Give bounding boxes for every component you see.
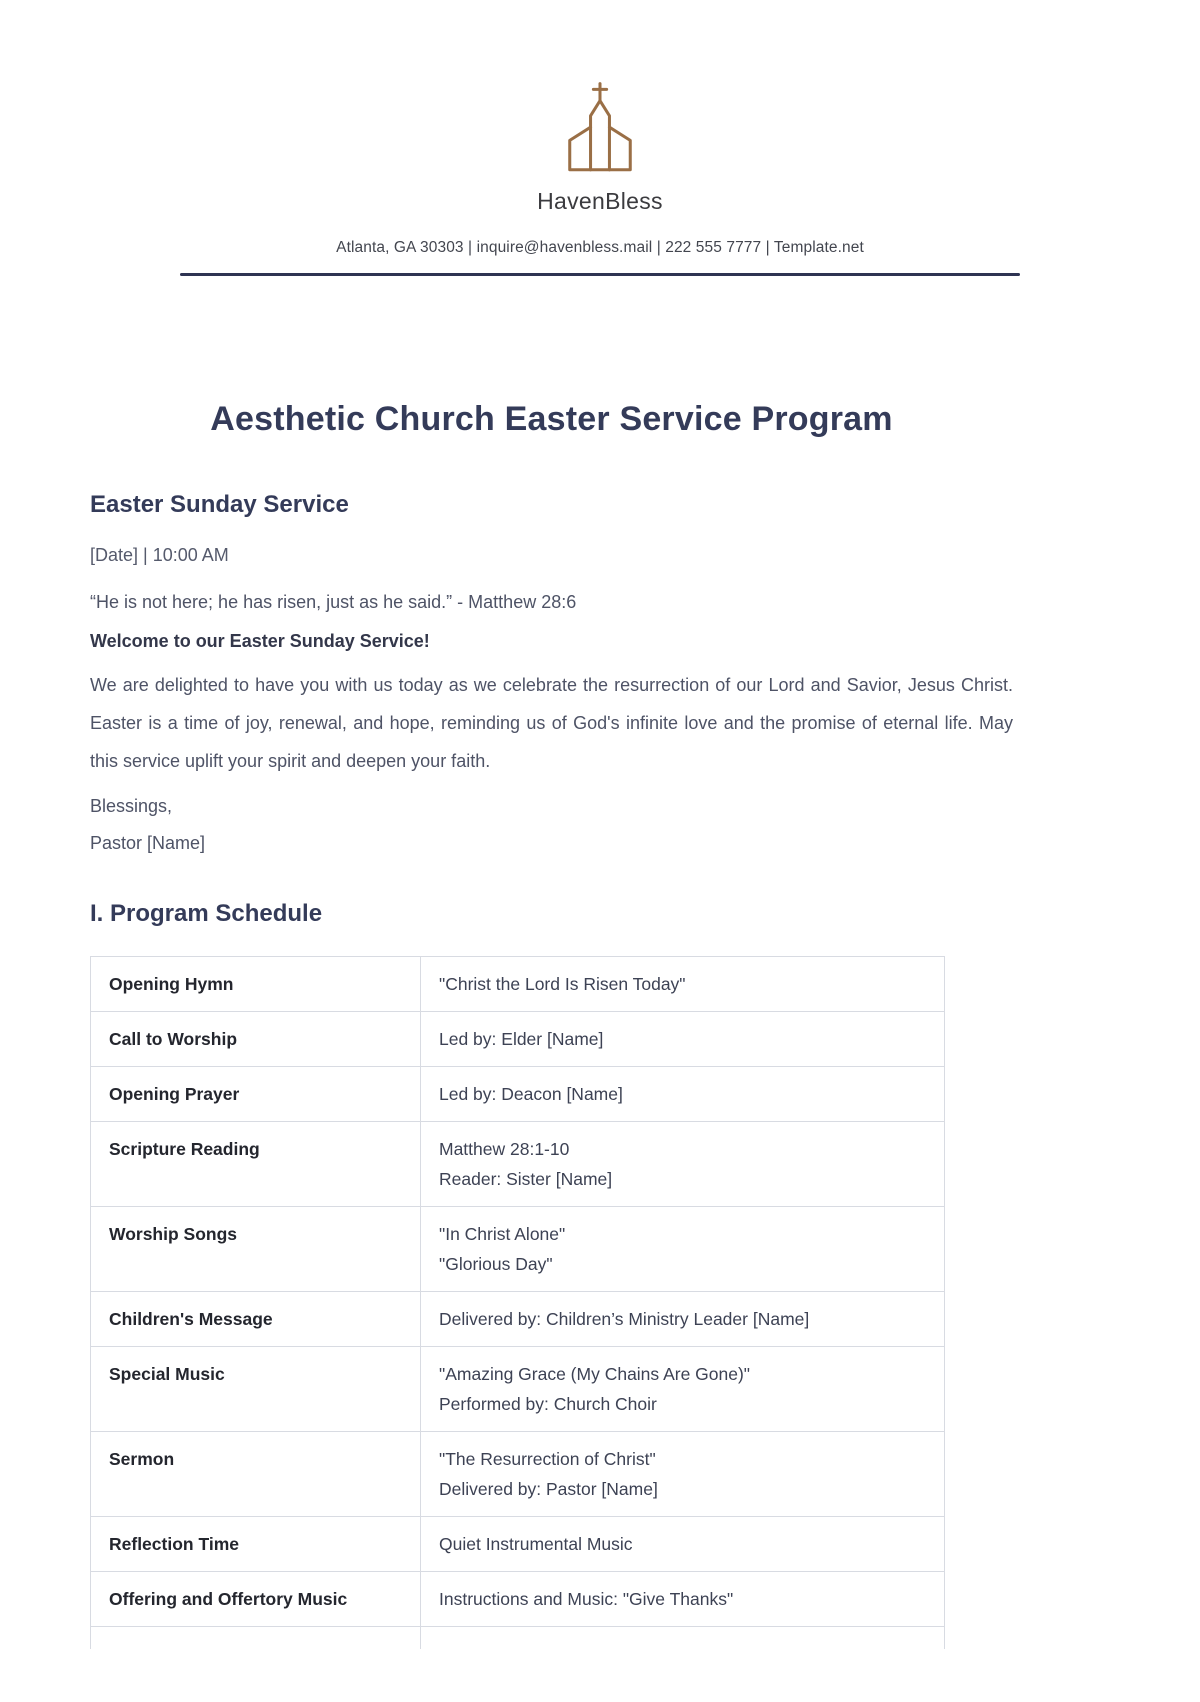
schedule-item-label: Reflection Time bbox=[91, 1517, 421, 1572]
schedule-item-label: Children's Message bbox=[91, 1292, 421, 1347]
welcome-paragraph: We are delighted to have you with us today as we celebrate the resurrection of our Lord and Savior, Jesus Christ. Easter is a time of joy, renewal, and hope, reminding us of God's infinite love and the promise of eternal life. May this service uplift your spirit and deepen your faith. bbox=[90, 675, 1013, 771]
schedule-row bbox=[91, 1012, 945, 1067]
schedule-value-line: "The Resurrection of Christ" bbox=[439, 1449, 656, 1469]
schedule-value-line: Performed by: Church Choir bbox=[439, 1394, 657, 1414]
document-title: Aesthetic Church Easter Service Program bbox=[210, 400, 893, 438]
contact-line: Atlanta, GA 30303 | inquire@havenbless.mail | 222 555 7777 | Template.net bbox=[336, 239, 864, 256]
schedule-row bbox=[91, 1347, 945, 1432]
scripture-quote: “He is not here; he has risen, just as he said.” - Matthew 28:6 bbox=[90, 592, 577, 612]
schedule-item-value bbox=[421, 1432, 945, 1517]
service-datetime: [Date] | 10:00 AM bbox=[90, 545, 229, 565]
service-heading: Easter Sunday Service bbox=[90, 491, 349, 518]
schedule-row bbox=[91, 1517, 945, 1572]
schedule-item-label: Opening Prayer bbox=[91, 1067, 421, 1122]
church-logo-icon bbox=[0, 78, 1200, 182]
schedule-value-line: "In Christ Alone" bbox=[439, 1224, 566, 1244]
schedule-item-value bbox=[421, 1347, 945, 1432]
closing-text: Blessings, bbox=[90, 796, 173, 816]
schedule-value-line: Instructions and Music: "Give Thanks" bbox=[439, 1589, 734, 1609]
schedule-value-line: "Christ the Lord Is Risen Today" bbox=[439, 974, 686, 994]
schedule-heading: I. Program Schedule bbox=[90, 900, 323, 927]
schedule-value-line: "Glorious Day" bbox=[439, 1254, 553, 1274]
schedule-row bbox=[91, 957, 945, 1012]
schedule-item-label: Call to Worship bbox=[91, 1012, 421, 1067]
schedule-row-partial bbox=[91, 1627, 945, 1649]
schedule-row bbox=[91, 1067, 945, 1122]
schedule-value-line: Matthew 28:1-10 bbox=[439, 1139, 570, 1159]
signature-text: Pastor [Name] bbox=[90, 833, 206, 853]
header-divider bbox=[180, 273, 1020, 276]
schedule-item-value bbox=[421, 1292, 945, 1347]
schedule-row bbox=[91, 1432, 945, 1517]
schedule-item-label: Scripture Reading bbox=[91, 1122, 421, 1207]
welcome-heading: Welcome to our Easter Sunday Service! bbox=[90, 631, 430, 651]
schedule-item-value bbox=[421, 1012, 945, 1067]
schedule-item-value bbox=[421, 1122, 945, 1207]
schedule-value-line: Delivered by: Pastor [Name] bbox=[439, 1479, 658, 1499]
schedule-value-line: "Amazing Grace (My Chains Are Gone)" bbox=[439, 1364, 751, 1384]
schedule-value-line: Reader: Sister [Name] bbox=[439, 1169, 613, 1189]
schedule-value-line: Led by: Elder [Name] bbox=[439, 1029, 604, 1049]
schedule-item-value bbox=[421, 1572, 945, 1627]
schedule-item-value bbox=[421, 1207, 945, 1292]
schedule-row bbox=[91, 1292, 945, 1347]
brand-name: HavenBless bbox=[537, 188, 663, 214]
document-body bbox=[90, 400, 1013, 1649]
schedule-item-value bbox=[421, 957, 945, 1012]
schedule-item-value bbox=[421, 1517, 945, 1572]
schedule-item-label: Special Music bbox=[91, 1347, 421, 1432]
schedule-item-label: Sermon bbox=[91, 1432, 421, 1517]
schedule-item-label: Opening Hymn bbox=[91, 957, 421, 1012]
document-header bbox=[0, 0, 1200, 276]
schedule-item-label: Worship Songs bbox=[91, 1207, 421, 1292]
program-schedule-table bbox=[90, 956, 945, 1649]
schedule-value-line: Led by: Deacon [Name] bbox=[439, 1084, 623, 1104]
schedule-value-line: Delivered by: Children’s Ministry Leader [Name] bbox=[439, 1309, 810, 1329]
schedule-item-value bbox=[421, 1067, 945, 1122]
schedule-row bbox=[91, 1122, 945, 1207]
schedule-row bbox=[91, 1572, 945, 1627]
schedule-row bbox=[91, 1207, 945, 1292]
schedule-value-line: Quiet Instrumental Music bbox=[439, 1534, 633, 1554]
schedule-item-label: Offering and Offertory Music bbox=[91, 1572, 421, 1627]
